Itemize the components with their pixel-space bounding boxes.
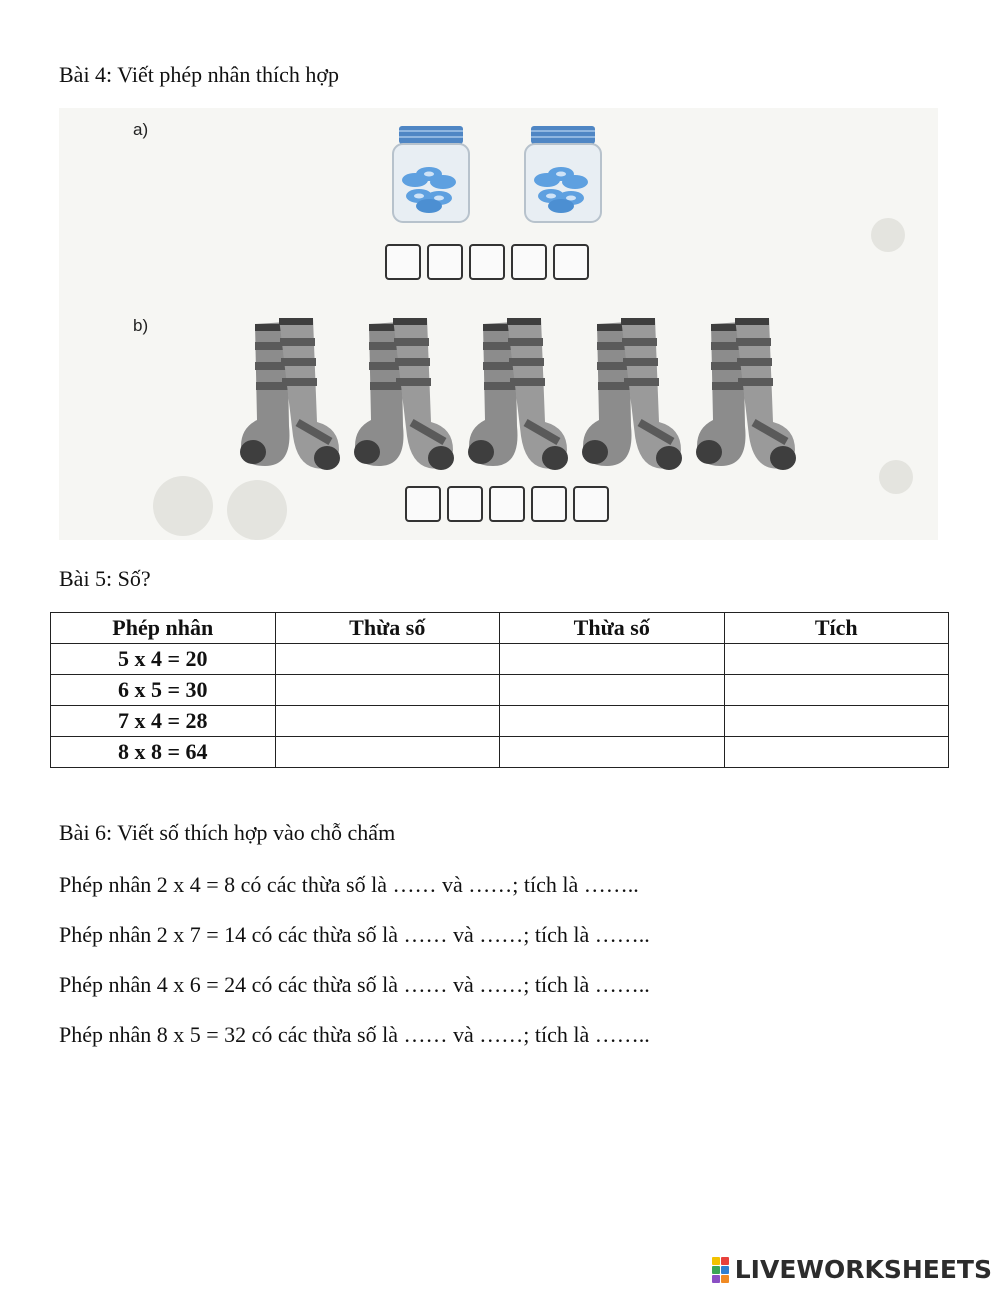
bleed-through-mark	[879, 460, 913, 494]
answer-box[interactable]	[511, 244, 547, 280]
column-header: Thừa số	[275, 613, 500, 644]
table-row	[51, 644, 949, 675]
factor-2-input-cell[interactable]	[500, 706, 725, 737]
answer-box[interactable]	[469, 244, 505, 280]
column-header: Thừa số	[500, 613, 725, 644]
fill-in-line: Phép nhân 2 x 7 = 14 có các thừa số là …… và ……; tích là ……..	[59, 922, 650, 947]
part-b-label: b)	[133, 316, 149, 335]
fill-in-line: Phép nhân 2 x 4 = 8 có các thừa số là …… và ……; tích là ……..	[59, 872, 639, 897]
factor-1-input-cell[interactable]	[275, 644, 500, 675]
answer-box[interactable]	[385, 244, 421, 280]
part-b-answer-boxes	[405, 486, 609, 522]
jar-icon	[521, 124, 605, 224]
column-header: Tích	[724, 613, 949, 644]
bleed-through-mark	[227, 480, 287, 540]
fill-in-line: Phép nhân 4 x 6 = 24 có các thừa số là …… và ……; tích là ……..	[59, 972, 650, 997]
sock-pair-icon	[235, 316, 345, 486]
answer-box[interactable]	[447, 486, 483, 522]
jar-icon	[389, 124, 473, 224]
exercise-4-title: Bài 4: Viết phép nhân thích hợp	[59, 62, 339, 87]
factor-2-input-cell[interactable]	[500, 675, 725, 706]
exercise-5-title: Bài 5: Số?	[59, 566, 151, 591]
expression-cell: 8 x 8 = 64	[51, 737, 276, 768]
expression-cell: 6 x 5 = 30	[51, 675, 276, 706]
sock-pair-icon	[577, 316, 687, 486]
factor-2-input-cell[interactable]	[500, 644, 725, 675]
answer-box[interactable]	[405, 486, 441, 522]
answer-box[interactable]	[427, 244, 463, 280]
product-input-cell[interactable]	[724, 644, 949, 675]
expression-cell: 7 x 4 = 28	[51, 706, 276, 737]
factor-1-input-cell[interactable]	[275, 675, 500, 706]
part-a-label: a)	[133, 120, 149, 139]
exercise-4-picture	[59, 108, 938, 540]
sock-pair-icon	[349, 316, 459, 486]
product-input-cell[interactable]	[724, 675, 949, 706]
product-input-cell[interactable]	[724, 706, 949, 737]
sock-pair-icon	[463, 316, 573, 486]
table-header-row	[51, 613, 949, 644]
answer-box[interactable]	[531, 486, 567, 522]
table-row	[51, 737, 949, 768]
answer-box[interactable]	[553, 244, 589, 280]
product-input-cell[interactable]	[724, 737, 949, 768]
fill-in-line: Phép nhân 8 x 5 = 32 có các thừa số là …… và ……; tích là ……..	[59, 1022, 650, 1047]
bleed-through-mark	[153, 476, 213, 536]
expression-cell: 5 x 4 = 20	[51, 644, 276, 675]
sock-pair-icon	[691, 316, 801, 486]
answer-box[interactable]	[489, 486, 525, 522]
factor-1-input-cell[interactable]	[275, 706, 500, 737]
column-header: Phép nhân	[51, 613, 276, 644]
table-row	[51, 675, 949, 706]
factor-1-input-cell[interactable]	[275, 737, 500, 768]
logo-text: LIVEWORKSHEETS	[734, 1255, 992, 1284]
multiplication-table	[50, 612, 949, 768]
answer-box[interactable]	[573, 486, 609, 522]
part-a-answer-boxes	[385, 244, 589, 280]
liveworksheets-logo	[712, 1255, 992, 1284]
exercise-6-title: Bài 6: Viết số thích hợp vào chỗ chấm	[59, 820, 396, 845]
bleed-through-mark	[871, 218, 905, 252]
table-row	[51, 706, 949, 737]
logo-mark-icon	[712, 1257, 729, 1283]
factor-2-input-cell[interactable]	[500, 737, 725, 768]
